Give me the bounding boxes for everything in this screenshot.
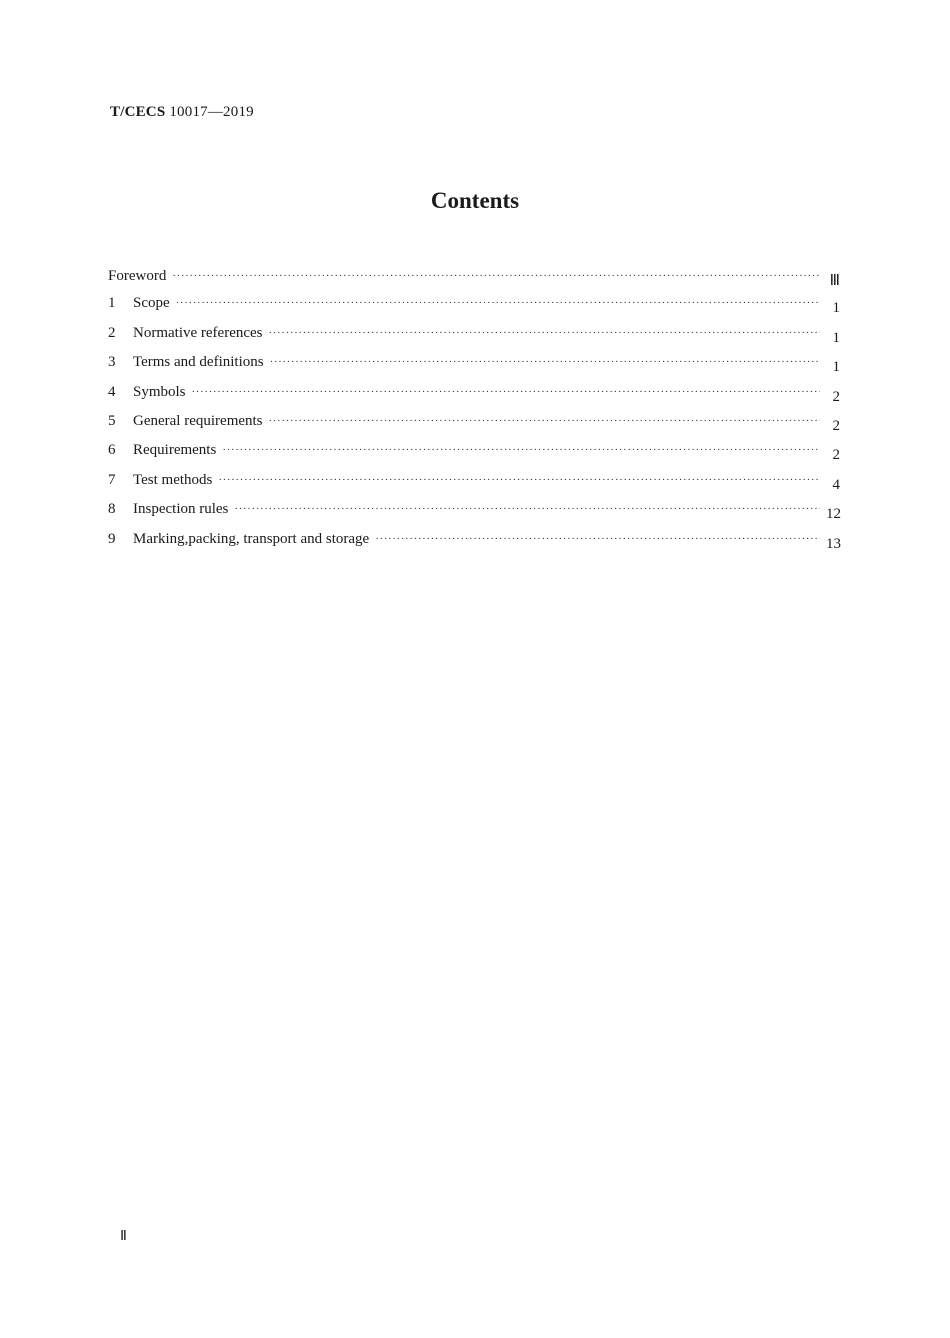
toc-entry-label: Normative references xyxy=(133,324,263,341)
toc-entry-test-methods[interactable] xyxy=(108,472,840,501)
toc-entry-page: 1 xyxy=(832,329,840,346)
toc-entry-label: Terms and definitions xyxy=(133,354,264,371)
toc-leader-dots xyxy=(270,356,820,368)
toc-entry-label: Scope xyxy=(133,295,170,312)
toc-entry-label: Test methods xyxy=(133,471,213,488)
toc-entry-number: 7 xyxy=(108,471,116,488)
toc-entry-number: 2 xyxy=(108,324,116,341)
toc-leader-dots xyxy=(172,270,820,282)
page-number: Ⅱ xyxy=(120,1229,127,1244)
table-of-contents xyxy=(108,266,840,560)
toc-leader-dots xyxy=(269,415,820,427)
standard-code-number: 10017—2019 xyxy=(169,104,254,120)
toc-entry-page: 2 xyxy=(832,388,840,405)
toc-leader-dots xyxy=(234,503,820,515)
toc-leader-dots xyxy=(176,297,820,309)
toc-entry-number: 1 xyxy=(108,295,116,312)
toc-entry-number: 8 xyxy=(108,501,116,518)
toc-entry-number: 3 xyxy=(108,354,116,371)
toc-entry-inspection-rules[interactable] xyxy=(108,501,840,530)
toc-leader-dots xyxy=(218,474,820,486)
toc-entry-normative-references[interactable] xyxy=(108,325,840,354)
toc-entry-page: 1 xyxy=(832,359,840,376)
toc-entry-page: 4 xyxy=(832,476,840,493)
toc-leader-dots xyxy=(269,327,820,339)
toc-entry-number: 9 xyxy=(108,530,116,547)
standard-code xyxy=(110,104,254,121)
standard-code-prefix: T/CECS xyxy=(110,104,166,120)
toc-entry-label: Symbols xyxy=(133,383,186,400)
toc-entry-terms-and-definitions[interactable] xyxy=(108,354,840,383)
toc-entry-label: General requirements xyxy=(133,412,263,429)
toc-entry-symbols[interactable] xyxy=(108,384,840,413)
toc-entry-scope[interactable] xyxy=(108,295,840,324)
toc-entry-page: 12 xyxy=(826,506,841,523)
toc-entry-number: 5 xyxy=(108,412,116,429)
page-title: Contents xyxy=(430,188,520,213)
toc-entry-number: 6 xyxy=(108,442,116,459)
toc-entry-foreword[interactable] xyxy=(108,266,840,295)
toc-entry-page: 2 xyxy=(832,447,840,464)
toc-entry-page: 13 xyxy=(826,535,841,552)
toc-entry-marking-packing-transport-storage[interactable] xyxy=(108,531,840,560)
toc-entry-label: Requirements xyxy=(133,442,217,459)
toc-entry-general-requirements[interactable] xyxy=(108,413,840,442)
toc-leader-dots xyxy=(222,444,820,456)
toc-entry-label: Inspection rules xyxy=(133,501,229,518)
toc-entry-page: 1 xyxy=(832,300,840,317)
toc-entry-label: Marking,packing, transport and storage xyxy=(133,530,370,547)
toc-entry-requirements[interactable] xyxy=(108,442,840,471)
toc-entry-number: 4 xyxy=(108,383,116,400)
toc-leader-dots xyxy=(192,386,820,398)
toc-entry-page: 2 xyxy=(832,417,840,434)
toc-leader-dots xyxy=(375,533,820,545)
toc-entry-page: Ⅲ xyxy=(829,273,840,289)
toc-entry-label: Foreword xyxy=(108,268,167,284)
